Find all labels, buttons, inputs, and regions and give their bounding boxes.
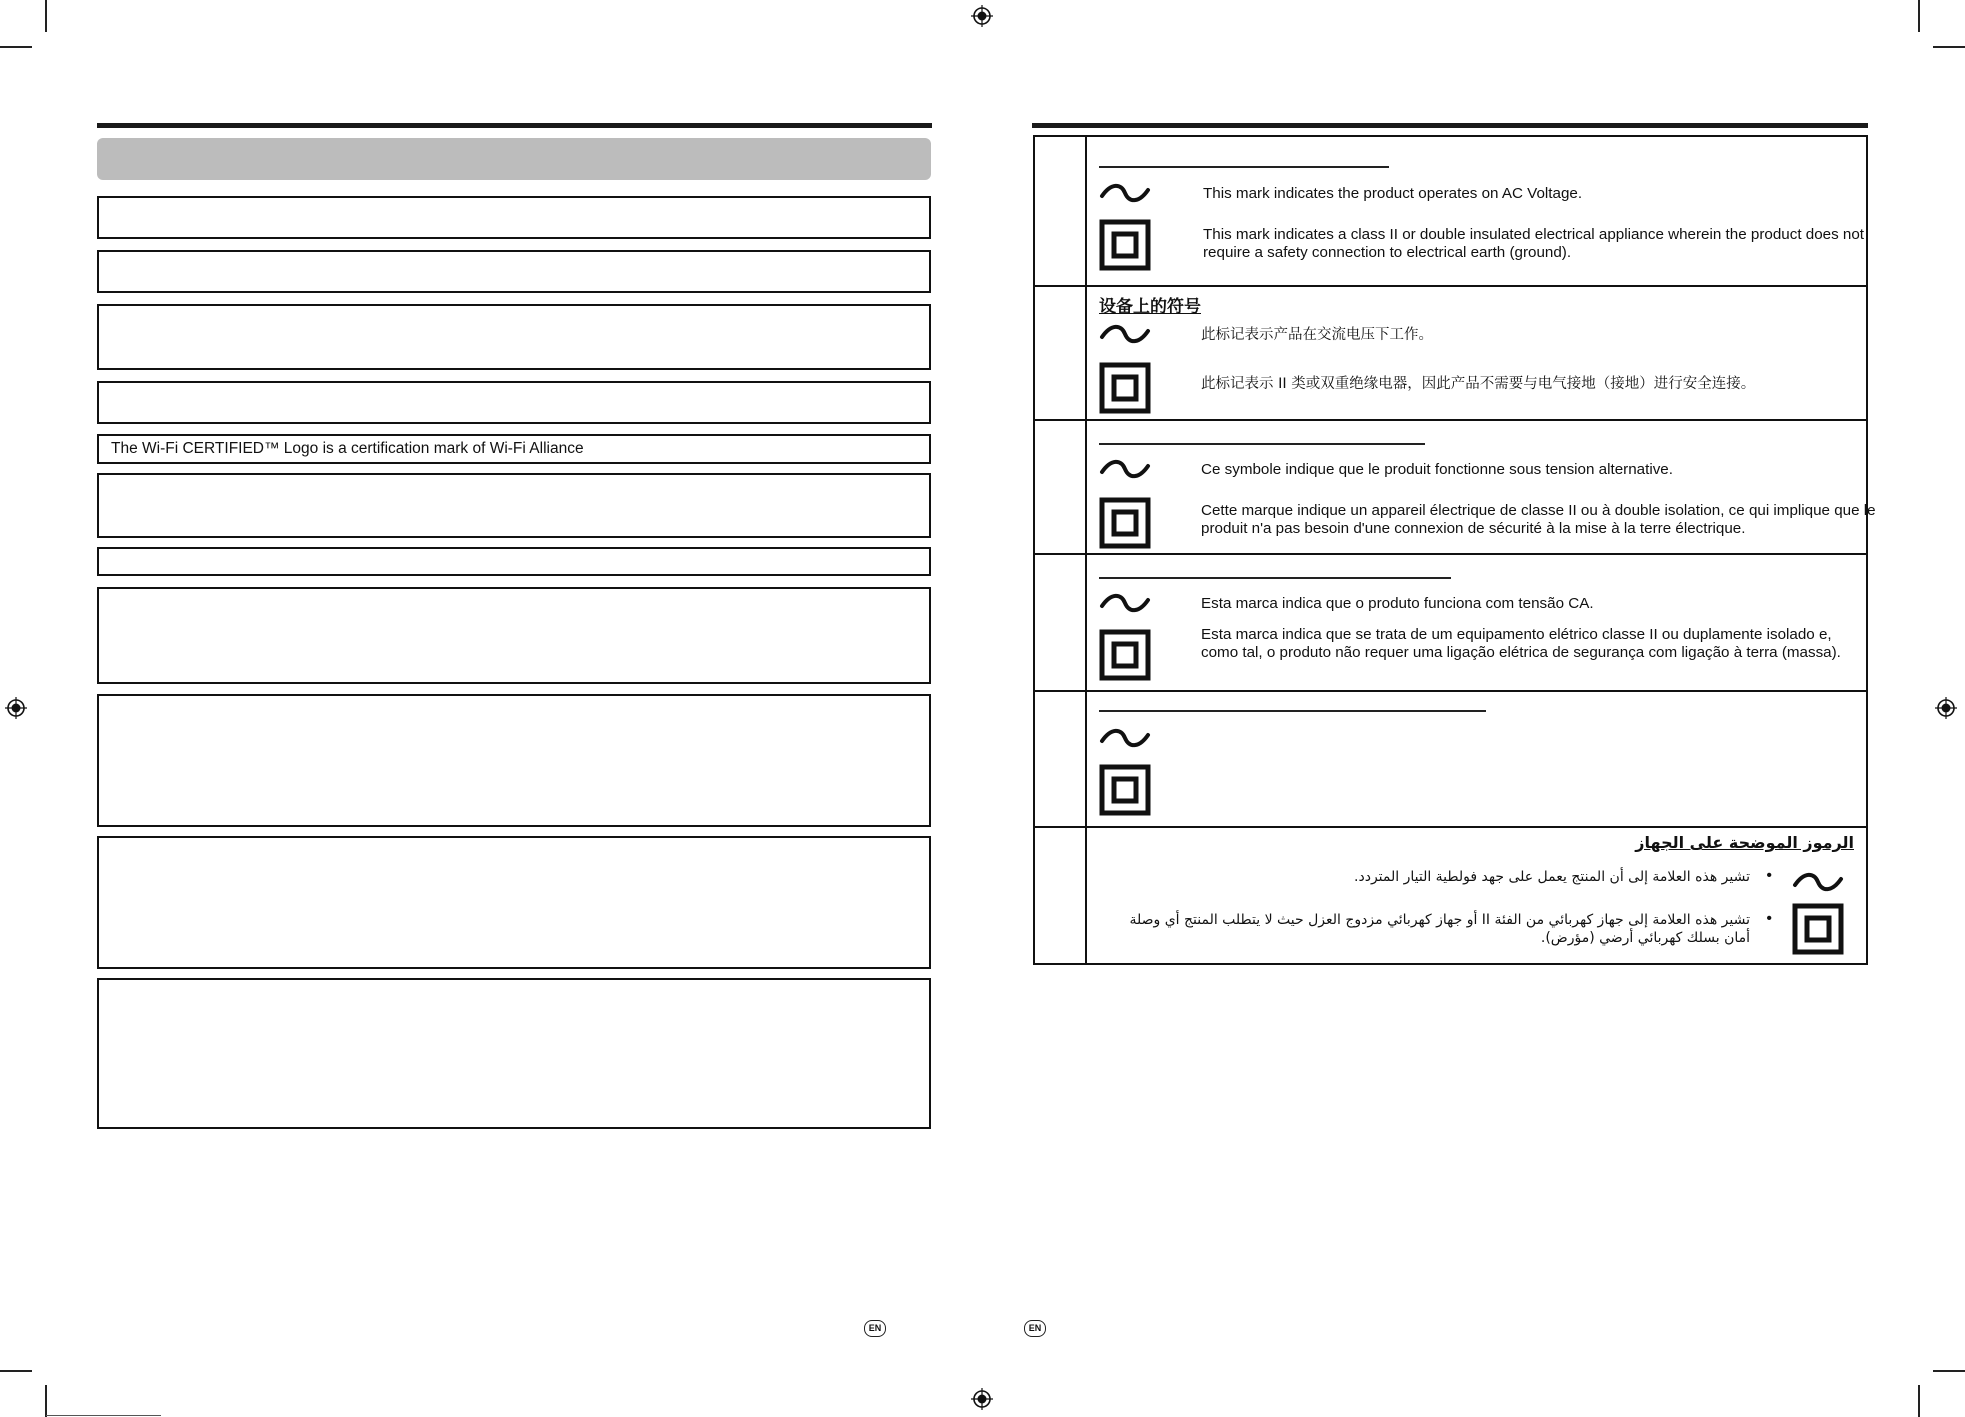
crop-mark xyxy=(1918,0,1920,32)
class-ii-text: Esta marca indica que se trata de um equipamento elétrico classe II ou duplamente isolado e, como tal, o produto não requer uma ligação elétrica de segurança com ligação à terra (massa). xyxy=(1201,626,1841,661)
ac-voltage-text: Esta marca indica que o produto funciona com tensão CA. xyxy=(1201,595,1594,612)
section-portuguese xyxy=(1087,555,1866,690)
crop-mark xyxy=(46,1415,161,1416)
section-heading-rule xyxy=(1099,166,1389,168)
section-english xyxy=(1087,137,1866,285)
content-box xyxy=(97,196,931,239)
content-box xyxy=(97,381,931,424)
ac-voltage-text: Ce symbole indique que le produit fonctionne sous tension alternative. xyxy=(1201,461,1673,478)
class-ii-double-insulation-icon xyxy=(1099,219,1151,271)
section-heading-rule xyxy=(1099,577,1451,579)
ac-voltage-icon xyxy=(1099,591,1151,615)
bullet: • xyxy=(1766,867,1772,884)
language-badge: EN xyxy=(1024,1320,1046,1337)
registration-mark-icon xyxy=(5,697,27,719)
ac-voltage-text: This mark indicates the product operates on AC Voltage. xyxy=(1203,185,1583,202)
crop-mark xyxy=(0,1370,32,1372)
crop-mark xyxy=(0,46,32,48)
right-top-rule xyxy=(1032,123,1868,128)
content-box xyxy=(97,473,931,538)
ac-voltage-text: 此标记表示产品在交流电压下工作。 xyxy=(1201,327,1433,343)
wifi-notice-text: The Wi-Fi CERTIFIED™ Logo is a certification mark of Wi-Fi Alliance xyxy=(111,440,584,457)
symbols-table xyxy=(1033,135,1876,965)
registration-mark-icon xyxy=(971,1388,993,1410)
class-ii-double-insulation-icon xyxy=(1099,362,1151,414)
section-title: 设备上的符号 xyxy=(1099,297,1201,317)
section-title: الرموز الموضحة على الجهاز xyxy=(1635,833,1854,852)
section-unlabeled xyxy=(1087,692,1866,826)
class-ii-double-insulation-icon xyxy=(1099,497,1151,549)
class-ii-text: 此标记表示 II 类或双重绝缘电器，因此产品不需要与电气接地（接地）进行安全连接。 xyxy=(1201,376,1756,392)
content-box xyxy=(97,547,931,576)
ac-voltage-text: تشير هذه العلامة إلى أن المنتج يعمل على جهد فولطية التيار المتردد. xyxy=(1354,869,1750,885)
class-ii-double-insulation-icon xyxy=(1099,629,1151,681)
content-box xyxy=(97,250,931,293)
class-ii-text: تشير هذه العلامة إلى جهاز كهربائي من الفئة II أو جهاز كهربائي مزدوج العزل حيث لا يتطلب المنتج أي وصلة أمان بسلك كهربائي أرضي (مؤرض). xyxy=(1129,912,1750,946)
class-ii-text: Cette marque indique un appareil électrique de classe II ou à double isolation, ce qui implique que le produit n'a pas besoin d'une connexion de sécurité à la mise à la terre électrique. xyxy=(1201,502,1876,537)
section-arabic xyxy=(1087,828,1866,965)
bullet: • xyxy=(1766,910,1772,927)
class-ii-double-insulation-icon xyxy=(1099,764,1151,816)
ac-voltage-icon xyxy=(1099,181,1151,205)
crop-mark xyxy=(1933,1370,1965,1372)
left-top-rule xyxy=(97,123,932,128)
section-header-bar xyxy=(97,138,931,180)
crop-mark xyxy=(45,0,47,32)
section-heading-rule xyxy=(1099,710,1486,712)
ac-voltage-icon xyxy=(1792,870,1844,894)
section-french xyxy=(1087,421,1876,553)
ac-voltage-icon xyxy=(1099,457,1151,481)
crop-mark xyxy=(1918,1385,1920,1417)
wifi-notice-box xyxy=(97,434,931,464)
class-ii-text: This mark indicates a class II or double insulated electrical appliance wherein the product does not require a safety connection to electrical earth (ground). xyxy=(1203,226,1865,261)
section-heading-rule xyxy=(1099,443,1425,445)
crop-mark xyxy=(45,1385,47,1417)
content-box xyxy=(97,587,931,684)
registration-mark-icon xyxy=(1935,697,1957,719)
content-box xyxy=(97,304,931,370)
registration-mark-icon xyxy=(971,5,993,27)
class-ii-double-insulation-icon xyxy=(1792,903,1844,955)
language-badge: EN xyxy=(864,1320,886,1337)
content-box xyxy=(97,694,931,827)
ac-voltage-icon xyxy=(1099,322,1151,346)
content-box xyxy=(97,836,931,969)
crop-mark xyxy=(1933,46,1965,48)
ac-voltage-icon xyxy=(1099,726,1151,750)
content-box xyxy=(97,978,931,1129)
section-chinese xyxy=(1087,287,1866,419)
